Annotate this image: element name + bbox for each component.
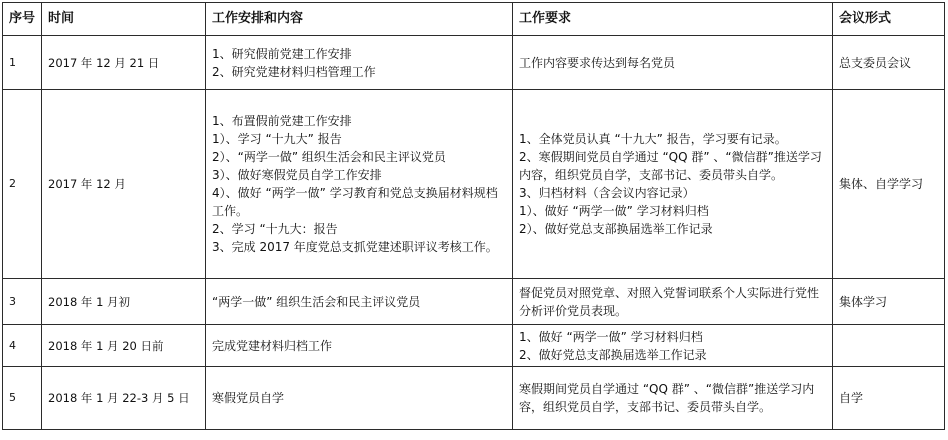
item-line: 3）、做好寒假党员自学工作安排 [212, 168, 382, 182]
requirement-line: 寒假期间党员自学通过 “QQ 群” 、“微信群”推送学习内容，组织党员自学，支部书记、委员带头自学。 [519, 382, 815, 414]
cell-no: 2 [3, 90, 42, 279]
cell-time: 2017 年 12 月 [42, 90, 206, 279]
requirement-line: 1、做好 “两学一做” 学习材料归档 [519, 329, 703, 344]
item-line: 1、研究假前党建工作安排 [212, 46, 352, 61]
cell-no: 1 [3, 36, 42, 90]
table-row [3, 279, 945, 325]
cell-time: 2018 年 1 月 20 日前 [42, 325, 206, 367]
item-line: 1）、学习 “十九大” 报告 [212, 132, 342, 146]
cell-time: 2018 年 1 月初 [42, 279, 206, 325]
item-line: 2）、“两学一做” 组织生活会和民主评议党员 [212, 150, 446, 164]
cell-form: 总支委员会议 [833, 36, 945, 90]
item-line: 2、研究党建材料归档管理工作 [212, 64, 376, 79]
requirement-line: 3、归档材料（含会议内容记录） [519, 186, 695, 200]
item-line: 寒假党员自学 [212, 391, 285, 405]
requirement-line: 2、寒假期间党员自学通过 “QQ 群” 、“微信群”推送学习内容，组织党员自学，支部书记、委员带头自学。 [519, 150, 822, 182]
cell-form: 集体、自学学习 [833, 90, 945, 279]
cell-no: 3 [3, 279, 42, 325]
requirement-line: 2、做好党总支部换届选举工作记录 [519, 347, 707, 362]
cell-form [833, 325, 945, 367]
cell-items [206, 325, 513, 367]
requirement-line: 工作内容要求传达到每名党员 [519, 55, 676, 70]
cell-items [206, 279, 513, 325]
cell-requirements [513, 367, 833, 430]
work-plan-table [2, 2, 945, 430]
header-no: 序号 [3, 3, 42, 36]
item-line: 1、布置假前党建工作安排 [212, 114, 352, 128]
cell-time: 2017 年 12 月 21 日 [42, 36, 206, 90]
cell-requirements [513, 90, 833, 279]
cell-requirements [513, 325, 833, 367]
cell-form: 集体学习 [833, 279, 945, 325]
requirement-line: 1、全体党员认真 “十九大” 报告，学习要有记录。 [519, 132, 787, 146]
requirement-line: 2）、做好党总支部换届选举工作记录 [519, 222, 713, 236]
header-items: 工作安排和内容 [206, 3, 513, 36]
header-row [3, 3, 945, 36]
cell-items [206, 90, 513, 279]
header-requirements: 工作要求 [513, 3, 833, 36]
requirement-line: 1）、做好 “两学一做” 学习材料归档 [519, 204, 709, 218]
cell-items [206, 367, 513, 430]
table-row [3, 325, 945, 367]
cell-requirements [513, 36, 833, 90]
table-row [3, 367, 945, 430]
cell-requirements [513, 279, 833, 325]
cell-time: 2018 年 1 月 22-3 月 5 日 [42, 367, 206, 430]
requirement-line: 督促党员对照党章、对照入党誓词联系个人实际进行党性分析评价党员表现。 [519, 285, 820, 318]
cell-no: 4 [3, 325, 42, 367]
item-line: 完成党建材料归档工作 [212, 338, 333, 353]
item-line: 4）、做好 “两学一做” 学习教育和党总支换届材料规档工作。 [212, 186, 498, 218]
cell-no: 5 [3, 367, 42, 430]
cell-items [206, 36, 513, 90]
item-line: “两学一做” 组织生活会和民主评议党员 [212, 294, 421, 309]
item-line: 3、完成 2017 年度党总支抓党建述职评议考核工作。 [212, 240, 498, 254]
cell-form: 自学 [833, 367, 945, 430]
table-row [3, 90, 945, 279]
header-form: 会议形式 [833, 3, 945, 36]
table-row [3, 36, 945, 90]
item-line: 2、学习 “十九大：报告 [212, 222, 338, 236]
header-time: 时间 [42, 3, 206, 36]
